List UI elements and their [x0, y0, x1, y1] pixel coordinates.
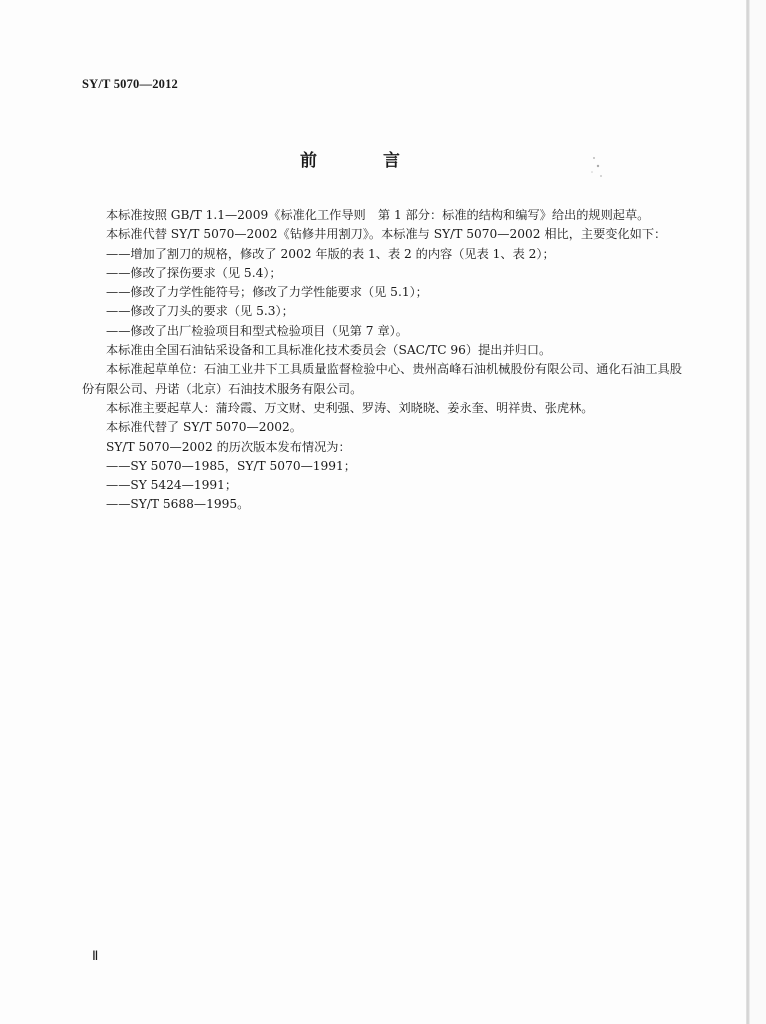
- page-title: 前 言: [300, 151, 430, 171]
- paragraph-drafters: 本标准主要起草人：蒲玲霞、万文财、史利强、罗涛、刘晓晓、姜永奎、明祥贵、张虎林。: [106, 400, 594, 415]
- history-item: ——SY 5070—1985，SY/T 5070—1991；: [106, 458, 356, 473]
- paragraph-drafting-units: 本标准起草单位：石油工业井下工具质量监督检验中心、贵州高峰石油机械股份有限公司、通化石油工具股份有限公司、丹诺（北京）石油技术服务有限公司。: [82, 362, 682, 396]
- history-item: ——SY 5424—1991；: [106, 478, 238, 493]
- paragraph-proposer: 本标准由全国石油钻采设备和工具标准化技术委员会（SAC/TC 96）提出并归口。: [106, 343, 552, 358]
- paragraph-history-intro: SY/T 5070—2002 的历次版本发布情况为：: [106, 439, 351, 454]
- change-item: ——修改了刀头的要求（见 5.3）；: [106, 304, 294, 319]
- change-item: ——修改了出厂检验项目和型式检验项目（见第 7 章）。: [106, 323, 408, 338]
- paragraph-drafting-rules: 本标准按照 GB/T 1.1—2009《标准化工作导则 第 1 部分：标准的结构和编写》给出的规则起草。: [106, 208, 650, 222]
- change-item: ——修改了探伤要求（见 5.4）；: [106, 265, 282, 280]
- scan-edge-shadow: [746, 0, 750, 1024]
- paragraph-supersedes: 本标准代替了 SY/T 5070—2002。: [106, 420, 302, 435]
- scan-speck: [586, 152, 608, 182]
- history-item: ——SY/T 5688—1995。: [106, 497, 250, 512]
- change-item: ——修改了力学性能符号；修改了力学性能要求（见 5.1）；: [106, 285, 428, 300]
- change-item: ——增加了割刀的规格，修改了 2002 年版的表 1、表 2 的内容（见表 1、表 2）；: [106, 246, 555, 261]
- foreword-body: [82, 206, 682, 515]
- document-id: SY/T 5070—2012: [82, 77, 178, 91]
- page-number: Ⅱ: [92, 948, 99, 963]
- scan-margin: [750, 0, 766, 1024]
- paragraph-replacement: 本标准代替 SY/T 5070—2002《钻修井用割刀》。本标准与 SY/T 5070—2002 相比，主要变化如下：: [106, 227, 667, 242]
